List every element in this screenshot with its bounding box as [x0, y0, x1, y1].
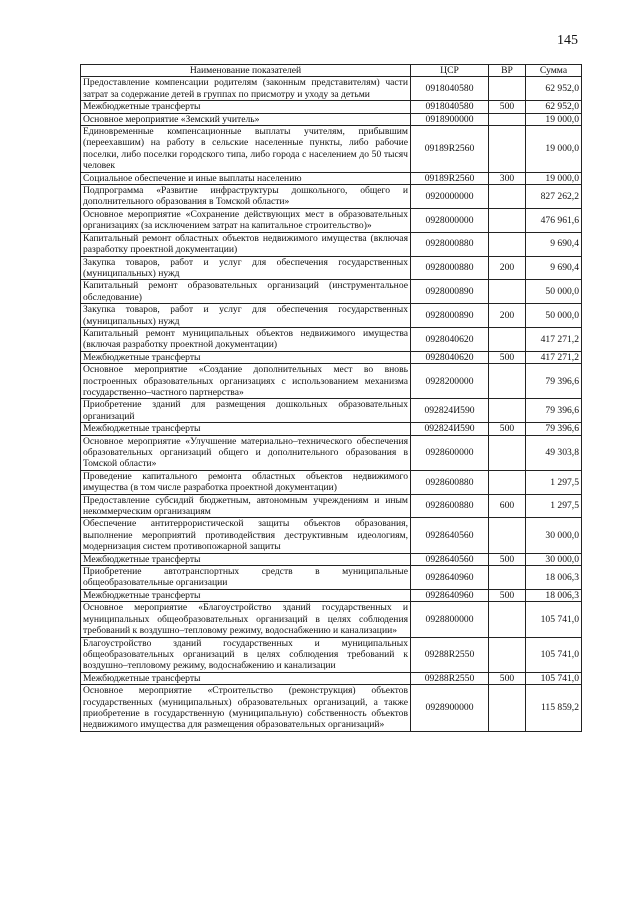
row-vr: 300: [489, 172, 526, 184]
header-sum: Сумма: [526, 65, 582, 77]
row-vr: [489, 637, 526, 672]
row-vr: [489, 399, 526, 423]
row-sum: 19 000,0: [526, 126, 582, 173]
table-row: [81, 304, 582, 328]
row-csr: 0928640960: [411, 566, 489, 590]
table-row: [81, 77, 582, 101]
header-name: Наименование показателей: [81, 65, 411, 77]
table-row: [81, 351, 582, 363]
row-sum: 417 271,2: [526, 327, 582, 351]
row-vr: [489, 518, 526, 553]
row-vr: [489, 185, 526, 209]
row-vr: 500: [489, 423, 526, 435]
row-sum: 79 396,6: [526, 423, 582, 435]
row-name: Предоставление компенсации родителям (законным представителям) части затрат за содержание детей в группах по присмотру и уходу за детьми: [81, 77, 411, 101]
row-vr: [489, 77, 526, 101]
table-row: [81, 637, 582, 672]
row-sum: 18 006,3: [526, 566, 582, 590]
row-sum: 827 262,2: [526, 185, 582, 209]
table-row: [81, 232, 582, 256]
row-csr: 0928040620: [411, 351, 489, 363]
table-row: [81, 672, 582, 684]
header-csr: ЦСР: [411, 65, 489, 77]
row-sum: 476 961,6: [526, 208, 582, 232]
row-vr: [489, 113, 526, 125]
row-csr: 0928000890: [411, 280, 489, 304]
row-sum: 50 000,0: [526, 280, 582, 304]
row-name: Основное мероприятие «Улучшение материально–технического обеспечения образовательных организаций общего и дополнительного образования в Томской области»: [81, 435, 411, 470]
table-row: [81, 327, 582, 351]
row-vr: [489, 364, 526, 399]
table-row: [81, 435, 582, 470]
row-vr: [489, 566, 526, 590]
row-sum: 115 859,2: [526, 685, 582, 732]
table-body: [81, 77, 582, 731]
row-name: Межбюджетные трансферты: [81, 589, 411, 601]
row-name: Обеспечение антитеррористической защиты объектов образования, выполнение мероприятий противодействия деструктивным идеологиям, модернизация систем противопожарной защиты: [81, 518, 411, 553]
row-name: Межбюджетные трансферты: [81, 101, 411, 113]
row-sum: 50 000,0: [526, 304, 582, 328]
row-vr: [489, 126, 526, 173]
row-name: Межбюджетные трансферты: [81, 351, 411, 363]
row-vr: 500: [489, 553, 526, 565]
row-vr: 500: [489, 351, 526, 363]
row-csr: 0918040580: [411, 77, 489, 101]
table-header: [81, 65, 582, 77]
row-csr: 092824И590: [411, 399, 489, 423]
row-sum: 417 271,2: [526, 351, 582, 363]
row-vr: 500: [489, 589, 526, 601]
table-row: [81, 685, 582, 732]
row-name: Основное мероприятие «Благоустройство зданий государственных и муниципальных общеобразовательных организаций в целях соблюдения требований к воздушно–тепловому режиму, водоснабжению и канализации»: [81, 602, 411, 637]
row-vr: 200: [489, 256, 526, 280]
row-csr: 092824И590: [411, 423, 489, 435]
row-sum: 1 297,5: [526, 470, 582, 494]
row-csr: 0920000000: [411, 185, 489, 209]
row-name: Закупка товаров, работ и услуг для обеспечения государственных (муниципальных) нужд: [81, 304, 411, 328]
row-vr: [489, 208, 526, 232]
table-row: [81, 172, 582, 184]
table-row: [81, 423, 582, 435]
row-vr: 500: [489, 672, 526, 684]
row-csr: 09288R2550: [411, 637, 489, 672]
table-row: [81, 566, 582, 590]
row-sum: 9 690,4: [526, 232, 582, 256]
row-name: Закупка товаров, работ и услуг для обеспечения государственных (муниципальных) нужд: [81, 256, 411, 280]
row-sum: 105 741,0: [526, 602, 582, 637]
table-row: [81, 101, 582, 113]
row-csr: 0918040580: [411, 101, 489, 113]
row-sum: 9 690,4: [526, 256, 582, 280]
table-row: [81, 602, 582, 637]
row-name: Приобретение зданий для размещения дошкольных образовательных организаций: [81, 399, 411, 423]
header-vr: ВР: [489, 65, 526, 77]
row-name: Социальное обеспечение и иные выплаты населению: [81, 172, 411, 184]
row-name: Основное мероприятие «Строительство (реконструкция) объектов государственных (муниципальных) образовательных организаций, а также приобретение в государственную (муниципальную) собственность объектов недвижимого имущества для размещения образовательных организаций»: [81, 685, 411, 732]
row-csr: 0928200000: [411, 364, 489, 399]
row-csr: 09189R2560: [411, 172, 489, 184]
table-row: [81, 126, 582, 173]
table-row: [81, 256, 582, 280]
row-csr: 09189R2560: [411, 126, 489, 173]
row-csr: 0928000880: [411, 256, 489, 280]
row-name: Межбюджетные трансферты: [81, 672, 411, 684]
table-row: [81, 280, 582, 304]
table-row: [81, 494, 582, 518]
row-name: Капитальный ремонт областных объектов недвижимого имущества (включая разработку проектной документации): [81, 232, 411, 256]
row-sum: 18 006,3: [526, 589, 582, 601]
row-name: Благоустройство зданий государственных и муниципальных общеобразовательных организаций в целях соблюдения требований к воздушно–тепловому режиму, водоснабжению и канализации: [81, 637, 411, 672]
row-sum: 19 000,0: [526, 113, 582, 125]
row-csr: 0928640960: [411, 589, 489, 601]
row-sum: 30 000,0: [526, 553, 582, 565]
row-csr: 0928040620: [411, 327, 489, 351]
budget-table: [80, 64, 582, 732]
table-row: [81, 185, 582, 209]
row-vr: [489, 232, 526, 256]
row-vr: [489, 470, 526, 494]
row-name: Капитальный ремонт муниципальных объектов недвижимого имущества (включая разработку проектной документации): [81, 327, 411, 351]
row-sum: 62 952,0: [526, 77, 582, 101]
row-vr: [489, 435, 526, 470]
row-csr: 0928640560: [411, 518, 489, 553]
row-vr: 500: [489, 101, 526, 113]
row-vr: [489, 685, 526, 732]
table-row: [81, 113, 582, 125]
row-sum: 49 303,8: [526, 435, 582, 470]
table-row: [81, 518, 582, 553]
row-name: Капитальный ремонт образовательных организаций (инструментальное обследование): [81, 280, 411, 304]
row-sum: 30 000,0: [526, 518, 582, 553]
row-name: Предоставление субсидий бюджетным, автономным учреждениям и иным некоммерческим организациям: [81, 494, 411, 518]
row-vr: 200: [489, 304, 526, 328]
row-csr: 0928600000: [411, 435, 489, 470]
row-sum: 105 741,0: [526, 672, 582, 684]
row-name: Основное мероприятие «Создание дополнительных мест во вновь построенных образовательных организациях с использованием механизма государственно–частного партнерства»: [81, 364, 411, 399]
row-name: Проведение капитального ремонта областных объектов недвижимого имущества (в том числе разработка проектной документации): [81, 470, 411, 494]
row-csr: 0928800000: [411, 602, 489, 637]
row-name: Межбюджетные трансферты: [81, 423, 411, 435]
row-csr: 0928600880: [411, 470, 489, 494]
row-sum: 105 741,0: [526, 637, 582, 672]
table-row: [81, 399, 582, 423]
row-csr: 0928000880: [411, 232, 489, 256]
row-sum: 62 952,0: [526, 101, 582, 113]
table-row: [81, 553, 582, 565]
row-sum: 79 396,6: [526, 399, 582, 423]
table-row: [81, 208, 582, 232]
row-csr: 0928600880: [411, 494, 489, 518]
row-csr: 0928000000: [411, 208, 489, 232]
row-vr: [489, 280, 526, 304]
page-number: 145: [557, 33, 578, 48]
row-sum: 19 000,0: [526, 172, 582, 184]
row-vr: [489, 602, 526, 637]
row-sum: 1 297,5: [526, 494, 582, 518]
row-csr: 0928900000: [411, 685, 489, 732]
row-name: Приобретение автотранспортных средств в муниципальные общеобразовательные организации: [81, 566, 411, 590]
row-vr: [489, 327, 526, 351]
table-row: [81, 589, 582, 601]
row-csr: 09288R2550: [411, 672, 489, 684]
row-vr: 600: [489, 494, 526, 518]
row-sum: 79 396,6: [526, 364, 582, 399]
table-row: [81, 470, 582, 494]
row-csr: 0928640560: [411, 553, 489, 565]
row-csr: 0928000890: [411, 304, 489, 328]
table-row: [81, 364, 582, 399]
row-name: Подпрограмма «Развитие инфраструктуры дошкольного, общего и дополнительного образования в Томской области»: [81, 185, 411, 209]
row-csr: 0918900000: [411, 113, 489, 125]
row-name: Единовременные компенсационные выплаты учителям, прибывшим (переехавшим) на работу в сельские населенные пункты, либо рабочие поселки, либо поселки городского типа, либо города с населением до 50 тысяч человек: [81, 126, 411, 173]
row-name: Основное мероприятие «Земский учитель»: [81, 113, 411, 125]
row-name: Межбюджетные трансферты: [81, 553, 411, 565]
row-name: Основное мероприятие «Сохранение действующих мест в образовательных организациях (за исключением затрат на капитальное строительство)»: [81, 208, 411, 232]
